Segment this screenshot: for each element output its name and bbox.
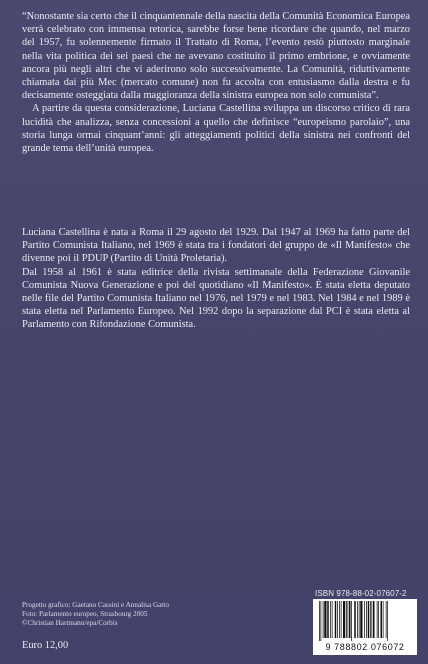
barcode-bar xyxy=(343,601,345,638)
design-credit: Progetto grafico: Gaetano Cassini e Annalisa Gatto xyxy=(22,601,169,609)
barcode-bar xyxy=(319,601,320,641)
barcode-bar xyxy=(321,601,322,641)
barcode-bar xyxy=(327,601,329,638)
barcode-bar xyxy=(351,601,352,641)
blurb-quote-paragraph: “Nonostante sia certo che il cinquantennale della nascita della Comunità Economica Europea verrà celebrato con immensa retorica, sarebbe forse bene ricordare che quando, nel marzo del 1957, fu solennemente firmato il Trattato di Roma, l’evento restò piuttosto marginale nella vita politica dei sei paesi che ne avevano costituito il primo embrione, e ovviamente ancora più negli altri che vi aderirono solo successivamente. La Comunità, riduttivamente chiamata dai più Mec (mercato comune) non fu accolta con entusiasmo dalla destra e fu decisamente osteggiata dalla maggioranza della sinistra europea non solo comunista”. xyxy=(22,11,410,102)
barcode-bar xyxy=(335,601,337,638)
barcode-bars xyxy=(317,601,413,641)
copyright-credit: ©Christian Hartmann/epa/Corbis xyxy=(22,618,118,627)
barcode-bar xyxy=(368,601,370,638)
barcode-bar xyxy=(383,601,384,638)
barcode-bar xyxy=(332,601,333,638)
barcode-bar xyxy=(378,601,379,638)
barcode-bar xyxy=(360,601,362,638)
barcode-bar xyxy=(341,601,342,638)
barcode-bar xyxy=(387,601,388,641)
price: Euro 12,00 xyxy=(22,640,69,651)
barcode-bar xyxy=(346,601,347,638)
barcode-bar xyxy=(324,601,326,638)
barcode-bar xyxy=(364,601,365,638)
bio-paragraph: Dal 1958 al 1961 è stata editrice della rivista settimanale della Federazione Giovanile Comunista Nuova Generazione e poi del quotidiano «Il Manifesto». È stata eletta deputato nelle file del Partito Comunista Italiano nel 1976, nel 1979 e nel 1983. Nel 1984 e nel 1989 è stata eletta nel Parlamento Europeo. Nel 1992 dopo la separazione dal PCI è stata eletta al Parlamento con Rifondazione Comunista. xyxy=(22,266,410,331)
bio-paragraph: Luciana Castellina è nata a Roma il 29 agosto del 1929. Dal 1947 al 1969 ha fatto parte del Partito Comunista Italiano, nel 1969 è stata tra i fondatori del gruppo de «Il Manifesto» che divenne poi il PDUP (Partito di Unità Proletaria). xyxy=(22,227,410,265)
barcode-bar xyxy=(372,601,373,638)
barcode-bar xyxy=(323,601,324,638)
barcode-bar xyxy=(359,601,360,638)
barcode-bar xyxy=(381,601,383,638)
credits xyxy=(22,601,222,627)
isbn-label: ISBN 978-88-02-07607-2 xyxy=(315,589,407,598)
photo-credit: Foto: Parlamento europeo, Strasbourg 2005 xyxy=(22,609,148,618)
barcode-bar xyxy=(377,601,378,638)
barcode xyxy=(313,599,417,655)
barcode-bar xyxy=(348,601,349,638)
blurb-summary-paragraph: A partire da questa considerazione, Luciana Castellina sviluppa un discorso critico di rara lucidità che analizza, senza concessioni a quello che definisce “europeismo parolaio”, una storia lunga ormai cinquant’anni: gli atteggiamenti politici della sinistra nei confronti del grande tema dell’unità europea. xyxy=(22,103,410,155)
blurb-text xyxy=(22,10,410,155)
barcode-bar xyxy=(386,601,387,638)
barcode-bar xyxy=(373,601,375,638)
barcode-bar xyxy=(354,601,356,638)
barcode-number: 9 788802 076072 xyxy=(325,642,405,652)
barcode-bar xyxy=(349,601,351,638)
author-biography xyxy=(22,226,410,332)
barcode-bar xyxy=(330,601,331,638)
barcode-bar xyxy=(366,601,367,638)
barcode-bar xyxy=(339,601,340,638)
barcode-bar xyxy=(370,601,371,638)
barcode-bar xyxy=(357,601,358,638)
barcode-bar xyxy=(337,601,338,638)
